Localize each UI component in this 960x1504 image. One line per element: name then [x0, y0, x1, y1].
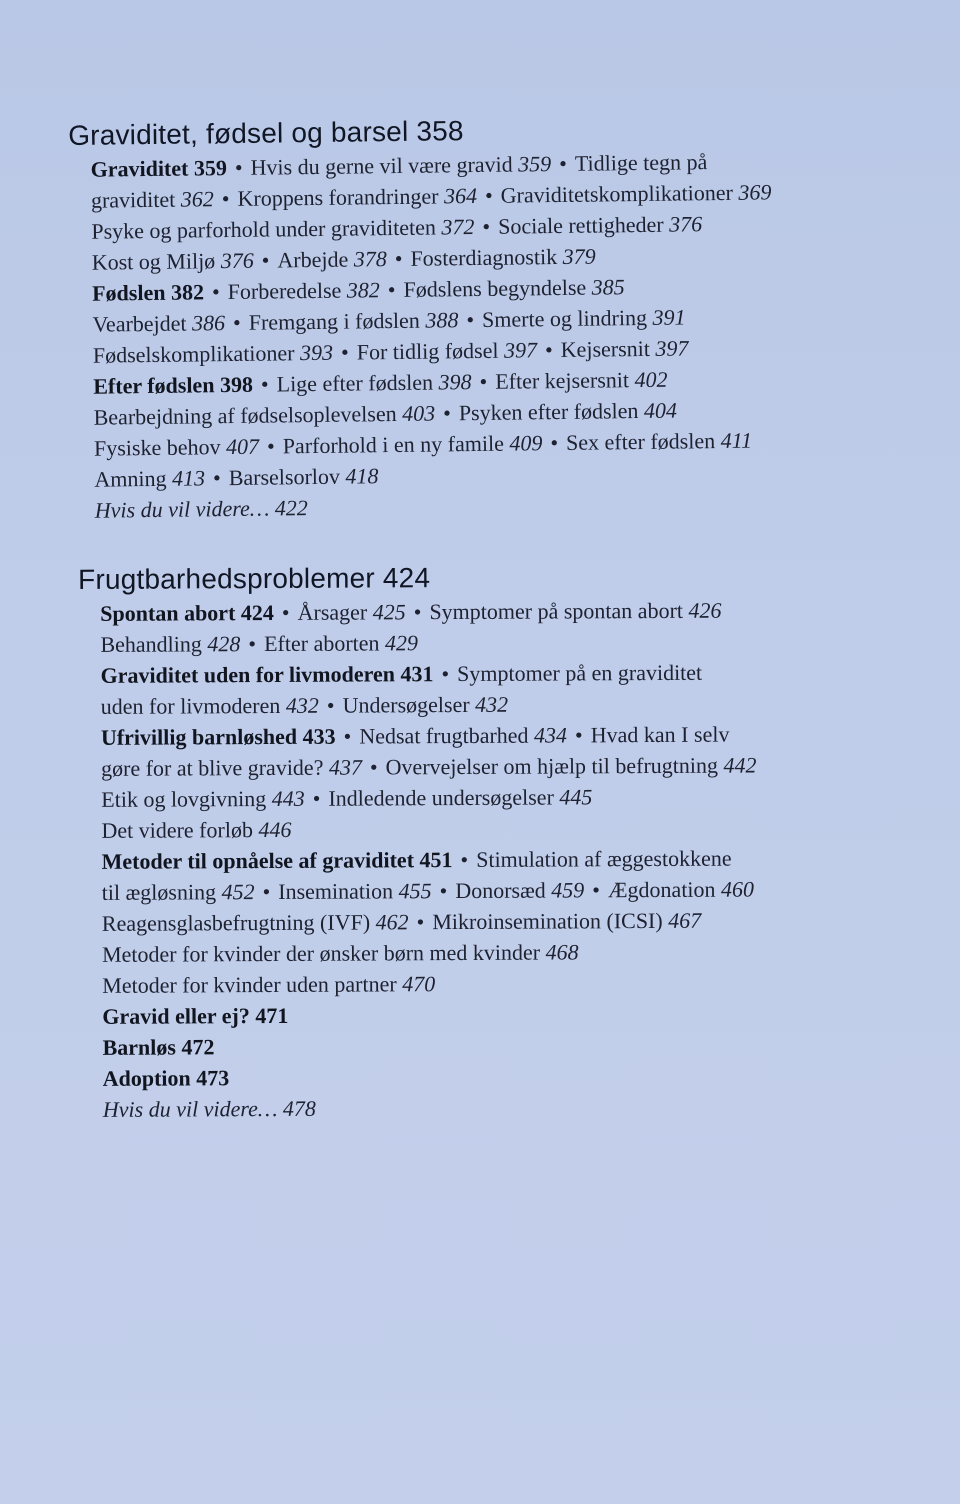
entry-text: Metoder for kvinder der ønsker børn med kvinder [101, 939, 546, 967]
toc-line [102, 904, 900, 939]
chapter-heading: Barnløs [102, 1034, 182, 1060]
page-number: 376 [669, 211, 703, 237]
toc-line [101, 718, 899, 753]
bullet-separator: • [212, 465, 221, 491]
chapter-heading: Graviditet uden for livmoderen [100, 661, 401, 688]
page-number: 409 [509, 430, 543, 456]
page-number: 391 [652, 304, 686, 330]
entry-text: Metoder for kvinder uden partner [102, 971, 403, 998]
entry-text: Efter aborten [264, 630, 386, 657]
toc-line [102, 997, 900, 1032]
page-number: 460 [720, 876, 755, 902]
chapter-heading: Metoder til opnåelse af graviditet [101, 847, 420, 874]
page-number: 362 [180, 186, 214, 212]
bullet-separator: • [234, 154, 243, 180]
page-number: 472 [181, 1034, 215, 1060]
page-number: 382 [170, 279, 205, 305]
entry-text: Graviditetskomplikationer [500, 179, 739, 208]
entry-text: Symptomer på en graviditet [457, 659, 703, 687]
entry-text: For tidlig fødsel [356, 337, 505, 365]
toc-line [103, 1090, 901, 1125]
entry-text: Kejsersnit [560, 335, 656, 362]
entry-text: Årsager [297, 599, 373, 625]
toc-line [101, 749, 899, 784]
toc-line [100, 594, 898, 629]
page-number: 369 [738, 179, 772, 205]
page-number: 432 [475, 691, 509, 717]
entry-text: Insemination [278, 878, 399, 904]
page-number: 413 [171, 465, 206, 491]
page-number: 404 [643, 397, 678, 423]
bullet-separator: • [211, 279, 220, 305]
entry-text: Smerte og lindring [481, 304, 653, 332]
bullet-separator: • [387, 277, 396, 303]
bullet-separator: • [262, 878, 271, 905]
entry-text: graviditet [90, 186, 181, 213]
entry-text: Lige efter fødslen [276, 369, 439, 397]
entry-text: Fosterdiagnostik [410, 243, 563, 271]
entry-text: Fødselskomplikationer [92, 340, 301, 368]
entry-text: Det videre forløb [101, 817, 259, 843]
page-number: 432 [285, 692, 319, 718]
chapter-heading: Adoption [102, 1065, 197, 1091]
page-number: 359 [193, 155, 228, 181]
bullet-separator: • [416, 909, 425, 935]
page-number: 470 [402, 971, 436, 997]
page-number: 359 [518, 151, 552, 177]
bullet-separator: • [442, 400, 452, 426]
page-number: 471 [255, 1002, 289, 1029]
bullet-separator: • [574, 722, 583, 748]
bullet-separator: • [281, 599, 290, 625]
bullet-separator: • [460, 846, 469, 873]
further-reading-label: Hvis du vil videre… [102, 1095, 283, 1122]
entry-text: Barselsorlov [228, 463, 346, 491]
page-number: 451 [419, 847, 453, 873]
bullet-separator: • [261, 247, 270, 273]
further-reading-label: Hvis du vil videre… [94, 495, 275, 523]
chapter-heading: Fødslen [91, 279, 172, 306]
bullet-separator: • [340, 339, 349, 365]
entry-text: uden for livmoderen [100, 692, 286, 719]
page-number: 398 [438, 369, 472, 395]
page-number: 379 [562, 243, 596, 269]
toc-line [102, 966, 900, 1001]
entry-text: til ægløsning [101, 879, 222, 905]
section-title: Graviditet, fødsel og barsel 358 [68, 115, 464, 151]
chapter-heading: Ufrivillig barnløshed [100, 723, 303, 750]
entry-text: Forberedelse [227, 277, 347, 305]
toc-section-frugtbarhed [78, 558, 901, 1125]
entry-text: Psyke og parforhold under graviditeten [91, 214, 442, 244]
page-number: 386 [191, 310, 226, 336]
toc-line [100, 625, 898, 660]
entry-text: Reagensglasbefrugtning (IVF) [101, 909, 376, 936]
page-number: 407 [225, 433, 260, 460]
toc-line [101, 780, 899, 815]
bullet-separator: • [439, 878, 448, 904]
bullet-separator: • [544, 337, 553, 363]
entry-text: Fysiske behov [93, 434, 227, 461]
entry-text: Hvad kan I selv [590, 721, 730, 748]
page-number: 467 [668, 907, 702, 933]
page-number: 422 [274, 495, 308, 521]
page-number: 424 [240, 599, 274, 626]
bullet-separator: • [413, 599, 422, 625]
entry-text: Overvejelser om hjælp til befrugtning [385, 752, 724, 780]
entry-text: Arbejde [277, 246, 354, 273]
bullet-separator: • [559, 150, 568, 177]
entry-text: Kost og Miljø [91, 248, 221, 275]
toc-line [102, 935, 900, 970]
toc-section-graviditet [68, 108, 893, 526]
page-number: 402 [634, 366, 668, 393]
bullet-separator: • [326, 692, 335, 718]
toc-line [101, 656, 899, 691]
bullet-separator: • [232, 309, 241, 335]
page-number: 388 [425, 307, 459, 333]
entry-text: Sex efter fødslen [565, 428, 721, 455]
page-number: 434 [533, 722, 568, 748]
toc-line [103, 1059, 901, 1094]
bullet-separator: • [484, 182, 493, 208]
bullet-separator: • [221, 186, 230, 212]
page-number: 431 [400, 661, 434, 687]
entry-text: Kroppens forandringer [237, 183, 445, 211]
entry-text: Parforhold i en ny famile [282, 430, 510, 459]
page-number: 397 [503, 337, 538, 363]
toc-line [102, 873, 900, 908]
toc-line [101, 811, 899, 846]
entry-text: Indledende undersøgelser [328, 784, 560, 811]
bullet-separator: • [343, 723, 352, 749]
entry-text: Bearbejdning af fødselsoplevelsen [93, 400, 403, 430]
chapter-heading: Graviditet [90, 155, 195, 182]
toc-line [102, 1028, 900, 1063]
bullet-separator: • [550, 430, 559, 456]
bullet-separator: • [312, 785, 321, 811]
entry-text: Symptomer på spontan abort [429, 597, 689, 625]
entry-text: Donorsæd [455, 877, 552, 904]
entry-text: Ægdonation [607, 876, 722, 903]
page-number: 468 [545, 939, 579, 965]
page-number: 443 [271, 785, 305, 811]
entry-text: Mikroinsemination (ICSI) [432, 907, 669, 935]
page-number: 442 [723, 752, 757, 778]
page-number: 428 [207, 631, 241, 657]
page-number: 426 [688, 597, 722, 623]
page-number: 372 [441, 214, 475, 240]
bullet-separator: • [479, 368, 488, 394]
page-number: 459 [551, 877, 585, 903]
page-number: 473 [196, 1065, 230, 1091]
entry-text: Nedsat frugtbarhed [359, 722, 535, 749]
entry-text: Stimulation af æggestokkene [476, 845, 732, 872]
page-number: 385 [591, 274, 625, 300]
bullet-separator: • [369, 754, 378, 780]
entry-text: Psyken efter fødslen [458, 397, 645, 426]
page-number: 437 [328, 754, 362, 780]
chapter-heading: Spontan abort [100, 600, 241, 626]
page-number: 382 [346, 277, 380, 303]
page-number: 455 [398, 878, 432, 904]
page-number: 376 [220, 247, 254, 274]
page-number: 425 [372, 599, 406, 625]
entry-text: Efter kejsersnit [495, 367, 635, 394]
page-number: 462 [375, 909, 409, 935]
bullet-separator: • [266, 433, 275, 459]
page-number: 446 [258, 816, 292, 843]
entry-text: Vearbejdet [92, 310, 193, 337]
bullet-separator: • [466, 307, 475, 333]
entry-text: Sociale rettigheder [497, 211, 670, 239]
entry-text: Undersøgelser [342, 691, 476, 718]
chapter-heading: Efter fødslen [93, 372, 221, 399]
toc-line [101, 842, 899, 877]
page-number: 397 [655, 335, 689, 361]
entry-text: Amning [94, 465, 173, 492]
bullet-separator: • [482, 213, 491, 239]
page-number: 403 [401, 400, 436, 426]
toc-line [101, 687, 899, 722]
entry-text: Hvis du gerne vil være gravid [250, 151, 519, 180]
page-number: 378 [353, 246, 387, 272]
entry-text: Fremgang i fødslen [248, 307, 426, 335]
bullet-separator: • [394, 245, 403, 272]
entry-text: gøre for at blive gravide? [101, 754, 329, 781]
page-number: 478 [282, 1095, 316, 1121]
entry-text: Behandling [100, 631, 208, 657]
bullet-separator: • [592, 877, 601, 903]
section-entries [90, 144, 892, 526]
entry-text: Tidlige tegn på [574, 149, 708, 176]
bullet-separator: • [248, 631, 257, 657]
chapter-heading: Gravid eller ej? [102, 1003, 256, 1029]
page-number: 452 [221, 879, 255, 905]
page-number: 364 [443, 183, 478, 209]
bullet-separator: • [441, 661, 450, 687]
bullet-separator: • [260, 371, 269, 397]
section-title: Frugtbarhedsproblemer 424 [78, 562, 431, 595]
page-number: 393 [299, 339, 334, 366]
page-number: 429 [384, 630, 419, 656]
page-number: 418 [345, 463, 379, 489]
page-number: 445 [559, 784, 593, 810]
entry-text: Fødslens begyndelse [403, 274, 592, 302]
section-entries [100, 594, 901, 1125]
page-number: 398 [219, 371, 254, 398]
page-number: 411 [720, 427, 753, 454]
page-number: 433 [302, 723, 336, 749]
entry-text: Etik og lovgivning [101, 785, 272, 812]
